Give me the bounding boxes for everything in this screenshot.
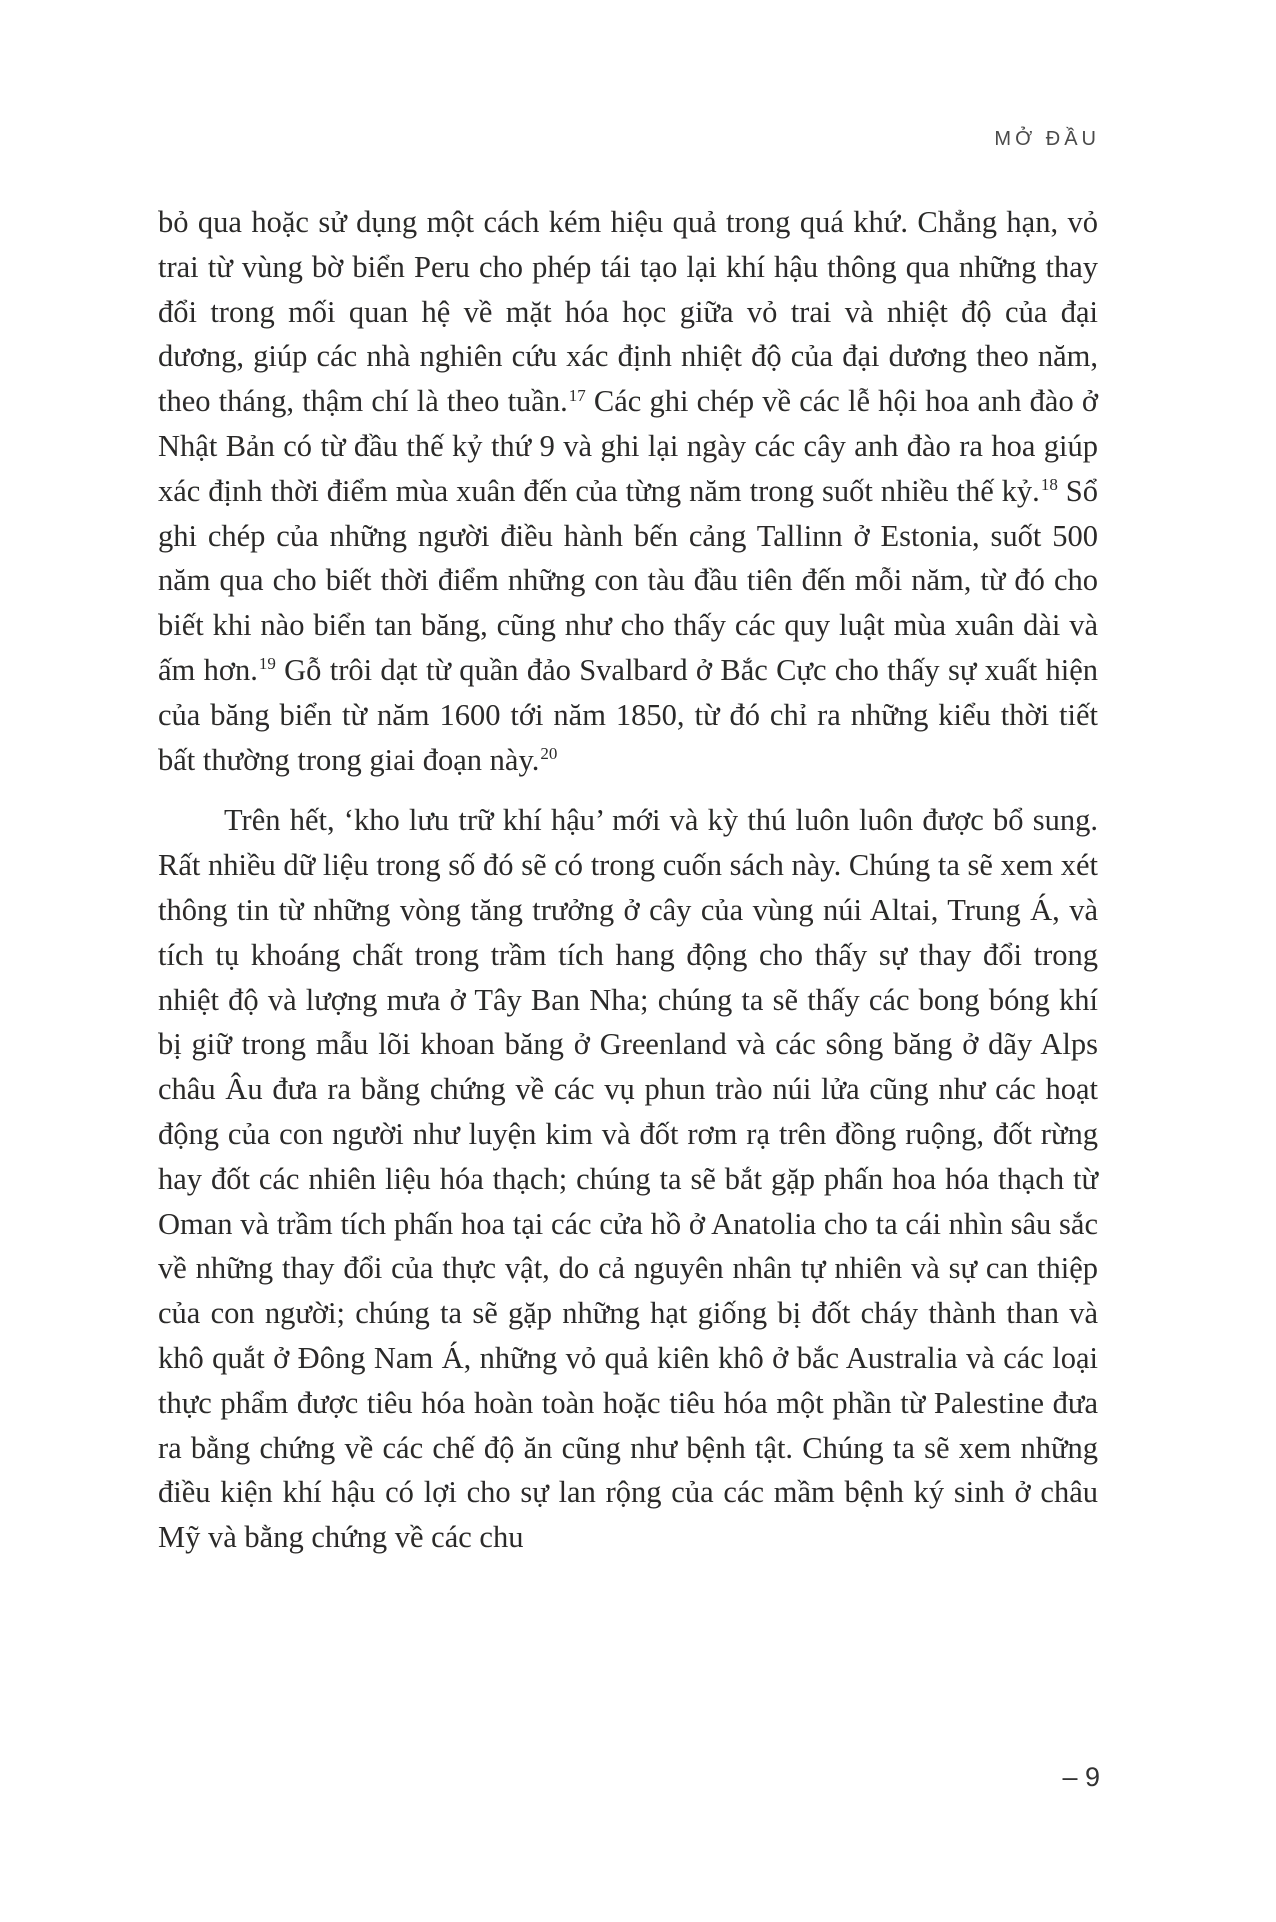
paragraph-2: Trên hết, ‘kho lưu trữ khí hậu’ mới và kỳ thú luôn luôn được bổ sung. Rất nhiều dữ liệu trong số đó sẽ có trong cuốn sách này. Chúng ta sẽ xem xét thông tin từ những vòng tăng trưởng ở cây của vùng núi Altai, Trung Á, và tích tụ khoáng chất trong trầm tích hang động cho thấy sự thay đổi trong nhiệt độ và lượng mưa ở Tây Ban Nha; chúng ta sẽ thấy các bong bóng khí bị giữ trong mẫu lõi khoan băng ở Greenland và các sông băng ở dãy Alps châu Âu đưa ra bằng chứng về các vụ phun trào núi lửa cũng như các hoạt động của con người như luyện kim và đốt rơm rạ trên đồng ruộng, đốt rừng hay đốt các nhiên liệu hóa thạch; chúng ta sẽ bắt gặp phấn hoa hóa thạch từ Oman và trầm tích phấn hoa tại các cửa hồ ở Anatolia cho ta cái nhìn sâu sắc về những thay đổi của thực vật, do cả nguyên nhân tự nhiên và sự can thiệp của con người; chúng ta sẽ gặp những hạt giống bị đốt cháy thành than và khô quắt ở Đông Nam Á, những vỏ quả kiên khô ở bắc Australia và các loại thực phẩm được tiêu hóa hoàn toàn hoặc tiêu hóa một phần từ Palestine đưa ra bằng chứng về các chế độ ăn cũng như bệnh tật. Chúng ta sẽ xem những điều kiện khí hậu có lợi cho sự lan rộng của các mầm bệnh ký sinh ở châu Mỹ và bằng chứng về các chu bbox=[158, 803, 1098, 1555]
paragraph-1-segment-3: Sổ ghi chép của những người điều hành bến cảng Tallinn ở Estonia, suốt 500 năm qua cho biết thời điểm những con tàu đầu tiên đến mỗi năm, từ đó cho biết khi nào biển tan băng, cũng như cho thấy các quy luật mùa xuân dài và ấm hơn. bbox=[158, 473, 1098, 687]
body-text bbox=[158, 200, 1098, 1560]
footnote-ref-18: 18 bbox=[1040, 475, 1058, 495]
footnote-ref-20: 20 bbox=[540, 744, 558, 764]
page-number: – 9 bbox=[1062, 1762, 1100, 1792]
paragraph-1-segment-1: bỏ qua hoặc sử dụng một cách kém hiệu quả trong quá khứ. Chẳng hạn, vỏ trai từ vùng bờ biển Peru cho phép tái tạo lại khí hậu thông qua những thay đổi trong mối quan hệ về mặt hóa học giữa vỏ trai và nhiệt độ của đại dương, giúp các nhà nghiên cứu xác định nhiệt độ của đại dương theo năm, theo tháng, thậm chí là theo tuần. bbox=[158, 205, 1098, 419]
paragraph-1 bbox=[158, 200, 1098, 782]
paragraph-1-segment-4: Gỗ trôi dạt từ quần đảo Svalbard ở Bắc Cực cho thấy sự xuất hiện của băng biển từ năm 1600 tới năm 1850, từ đó chỉ ra những kiểu thời tiết bất thường trong giai đoạn này. bbox=[158, 652, 1098, 777]
footnote-ref-19: 19 bbox=[258, 654, 276, 674]
footnote-ref-17: 17 bbox=[568, 385, 586, 405]
paragraph-1-segment-2: Các ghi chép về các lễ hội hoa anh đào ở Nhật Bản có từ đầu thế kỷ thứ 9 và ghi lại ngày các cây anh đào ra hoa giúp xác định thời điểm mùa xuân đến của từng năm trong suốt nhiều thế kỷ. bbox=[158, 384, 1098, 508]
running-head: MỞ ĐẦU bbox=[994, 128, 1100, 150]
